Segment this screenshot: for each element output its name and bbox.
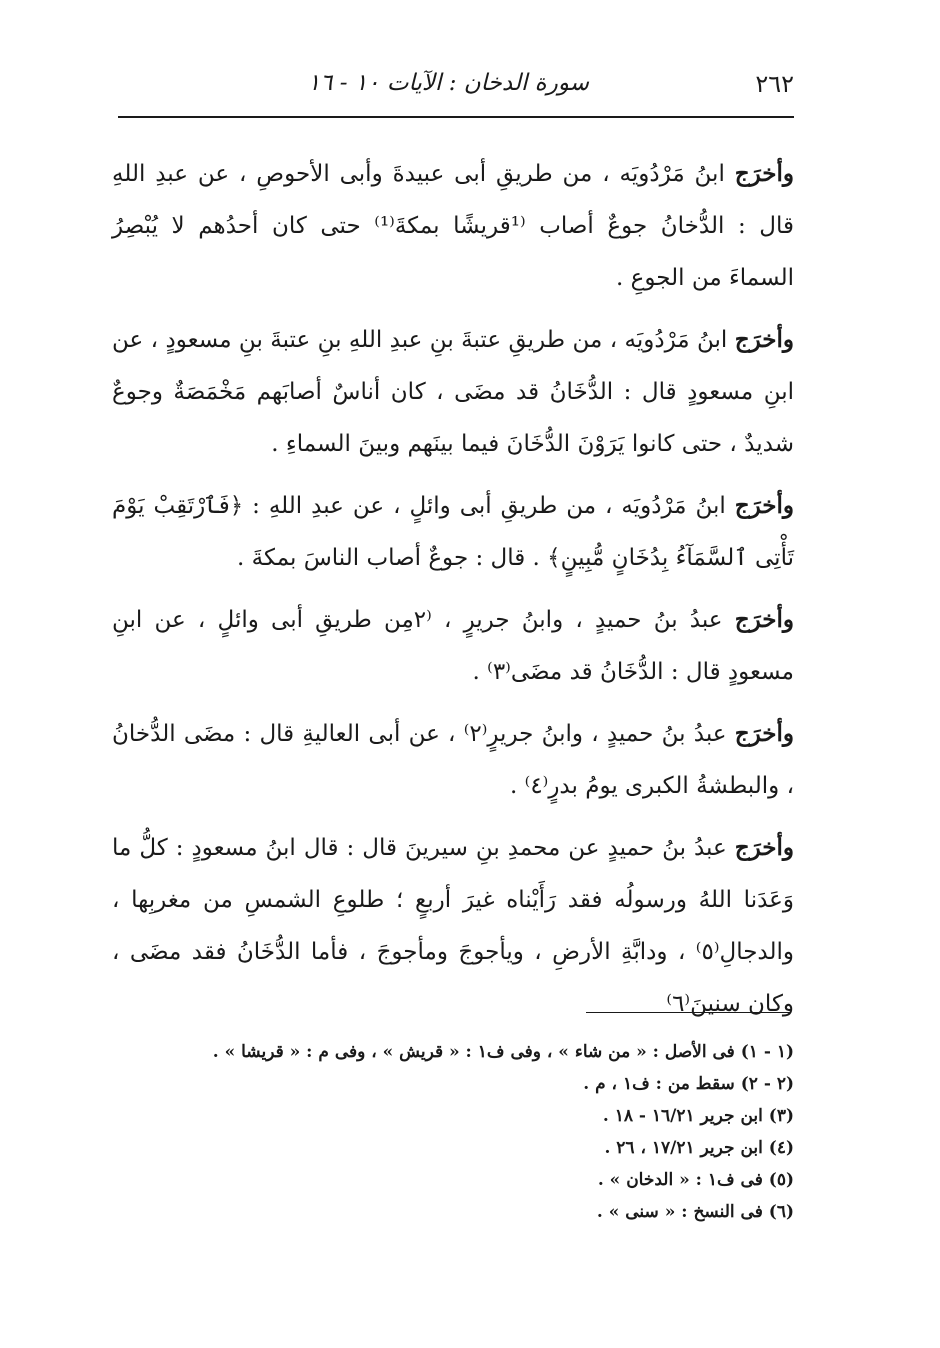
- footnote-5: (٥) فى ف١ : « الدخان » .: [597, 1170, 794, 1190]
- footnote-divider: [586, 1012, 790, 1013]
- paragraph-text: ابنُ مَرْدُويَه ، من طريقِ عتبةَ بنِ عبدِ اللهِ بنِ عتبةَ بنِ مسعودٍ ، عن ابنِ مسعودٍ قال : الدُّخَانُ قد مضَى ، كان أناسٌ أصابَهم مَخْمَصَةٌ وجوعٌ شديدٌ ، حتى كانوا يَرَوْنَ الدُّخَانَ فيما بينَهم وبينَ السماءِ .: [112, 327, 794, 457]
- page-number: ٢٦٢: [755, 70, 794, 98]
- paragraph-3: [112, 480, 794, 584]
- footnote-4: (٤) ابن جرير ١٧/٢١ ، ٢٦ .: [604, 1138, 794, 1158]
- paragraph-lead: وأخرَج: [734, 326, 794, 353]
- paragraph-text: ابنُ مَرْدُويَه ، من طريقِ أبى عبيدةَ وأبى الأحوصِ ، عن عبدِ اللهِ قال : الدُّخانُ جوعٌ أصاب ⁽¹قريشًا بمكةَ⁽¹⁾ حتى كان أحدُهم لا يُبْصِرُ السماءَ من الجوعِ .: [112, 161, 794, 291]
- paragraph-text: ابنُ مَرْدُويَه ، من طريقِ أبى وائلٍ ، عن عبدِ اللهِ : ﴿فَٱرْتَقِبْ يَوْمَ تَأْتِى ٱلسَّمَآءُ بِدُخَانٍ مُّبِينٍ﴾ . قال : جوعٌ أصاب الناسَ بمكةَ .: [112, 493, 794, 571]
- paragraph-text: عبدُ بنُ حميدٍ ، وابنُ جريرٍ⁽٢⁾ ، عن أبى العاليةِ قال : مضَى الدُّخانُ ، والبطشةُ الكبرى يومُ بدرٍ⁽٤⁾ .: [112, 721, 794, 799]
- paragraph-lead: وأخرَج: [734, 720, 794, 747]
- header-divider: [118, 116, 794, 118]
- footnote-3: (٣) ابن جرير ١٦/٢١ - ١٨ .: [602, 1106, 794, 1126]
- paragraph-lead: وأخرَج: [734, 606, 794, 633]
- paragraph-5: [112, 708, 794, 812]
- paragraph-lead: وأخرَج: [734, 834, 794, 861]
- footnotes: [200, 1036, 794, 1228]
- paragraph-text: عبدُ بنُ حميدٍ ، وابنُ جريرٍ ، ⁽٢مِن طريقِ أبى وائلٍ ، عن ابنِ مسعودٍ قال : الدُّخَانُ قد مضَى⁽٣⁾ .: [112, 607, 794, 685]
- footnote-6: (٦) فى النسخ : « سنى » .: [596, 1202, 794, 1222]
- running-header: [118, 66, 794, 106]
- footnote-1: (١ - ١) فى الأصل : « من شاء » ، وفى ف١ : « قريش » ، وفى م : « قريشا » .: [212, 1042, 794, 1062]
- paragraph-1: [112, 148, 794, 304]
- paragraph-lead: وأخرَج: [734, 160, 794, 187]
- paragraph-lead: وأخرَج: [734, 492, 794, 519]
- paragraph-4: [112, 594, 794, 698]
- paragraph-2: [112, 314, 794, 470]
- main-text: [112, 148, 794, 1040]
- paragraph-text: عبدُ بنُ حميدٍ عن محمدِ بنِ سيرينَ قال : قال ابنُ مسعودٍ : كلُّ ما وَعَدَنا اللهُ ورسولُه فقد رَأَيْناه غيرَ أربعٍ ؛ طلوعِ الشمسِ من مغربِها ، والدجالِ⁽٥⁾ ، ودابَّةِ الأرضِ ، ويأجوجَ ومأجوجَ ، فأما الدُّخَانُ فقد مضَى ، وكان سنينَ⁽٦⁾: [112, 835, 794, 1017]
- paragraph-6: [112, 822, 794, 1030]
- running-title: سورة الدخان : الآيات ١٠ - ١٦: [307, 70, 589, 96]
- footnote-2: (٢ - ٢) سقط من : ف١ ، م .: [583, 1074, 794, 1094]
